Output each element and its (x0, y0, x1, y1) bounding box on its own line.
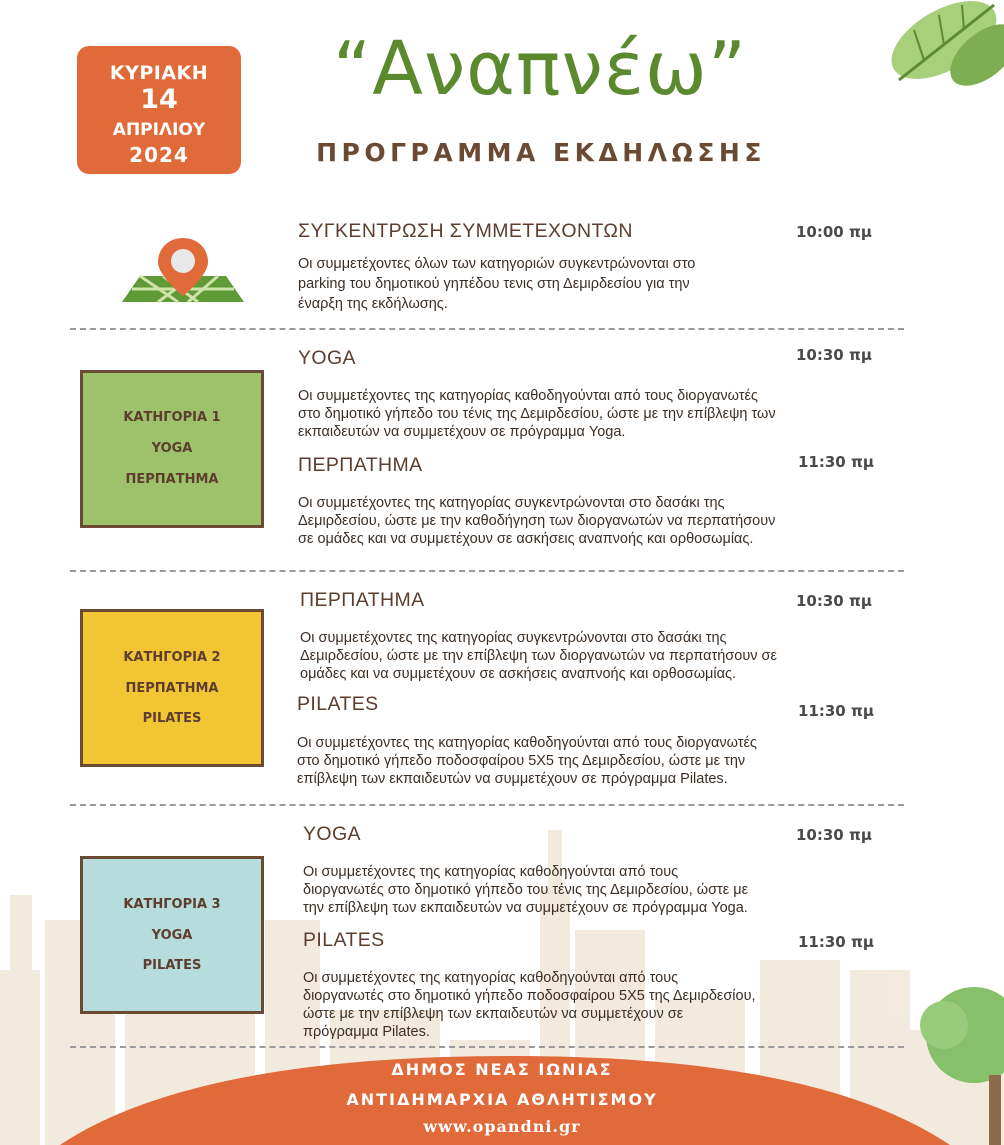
activity-desc-line: ομάδες και να συμμετέχουν σε ασκήσεις αναπνοής και ορθοσωμίας. (300, 666, 737, 682)
event-title: “Αναπνέω” (332, 26, 748, 112)
category-2-label: ΚΑΤΗΓΟΡΙΑ 2 (123, 650, 221, 665)
activity-time: 11:30 πμ (798, 702, 874, 720)
activity-desc-line: πρόγραμμα Pilates. (303, 1024, 430, 1040)
activity-desc-line: Δεμιρδεσίου, ώστε με την επίβλεψη των διοργανωτών να περπατήσουν σε (300, 648, 777, 664)
activity-desc-line: Οι συμμετέχοντες της κατηγορίας καθοδηγούνται από τους (303, 864, 679, 880)
activity-title: PILATES (297, 693, 379, 715)
category-1-label: ΚΑΤΗΓΟΡΙΑ 1 (123, 410, 221, 425)
gathering-desc-line: Οι συμμετέχοντες όλων των κατηγοριών συγκεντρώνονται στο (298, 256, 696, 272)
activity-desc-line: διοργανωτές στο δημοτικό γήπεδο ποδοσφαίρου 5Χ5 της Δεμιρδεσίου, (303, 988, 756, 1004)
activity-time: 11:30 πμ (798, 453, 874, 471)
date-badge (77, 46, 241, 174)
activity-desc-line: Οι συμμετέχοντες της κατηγορίας συγκεντρώνονται στο δασάκι της (298, 495, 725, 511)
date-day-name: ΚΥΡΙΑΚΗ (109, 62, 209, 84)
footer-website-link[interactable]: www.opandni.gr (423, 1117, 581, 1136)
activity-desc-line: στο δημοτικό γήπεδο ποδοσφαίρου 5Χ5 της Δεμιρδεσίου, ώστε με την (297, 753, 746, 769)
activity-title: ΠΕΡΠΑΤΗΜΑ (300, 589, 425, 611)
section-divider (70, 570, 904, 572)
category-2-box (80, 609, 264, 767)
category-3-activity: YOGA (151, 928, 193, 943)
activity-desc-line: επίβλεψη των εκπαιδευτών να συμμετέχουν σε πρόγραμμα Pilates. (297, 771, 728, 787)
leaf-decoration-icon (844, 0, 1004, 95)
activity-desc-line: Οι συμμετέχοντες της κατηγορίας συγκεντρώνονται στο δασάκι της (300, 630, 727, 646)
activity-desc-line: Οι συμμετέχοντες της κατηγορίας καθοδηγούνται από τους διοργανωτές (298, 388, 758, 404)
activity-desc-line: Οι συμμετέχοντες της κατηγορίας καθοδηγούνται από τους (303, 970, 679, 986)
gathering-desc-line: έναρξη της εκδήλωσης. (298, 296, 448, 312)
activity-desc-line: Οι συμμετέχοντες της κατηγορίας καθοδηγούνται από τους διοργανωτές (297, 735, 757, 751)
gathering-desc-line: parking του δημοτικού γηπέδου τενις στη Δεμιρδεσίου για την (298, 276, 690, 292)
category-1-box (80, 370, 264, 528)
program-subtitle: ΠΡΟΓΡΑΜΜΑ ΕΚΔΗΛΩΣΗΣ (316, 138, 766, 167)
category-3-label: ΚΑΤΗΓΟΡΙΑ 3 (123, 897, 221, 912)
section-divider (70, 328, 904, 330)
activity-desc-line: ώστε με την επίβλεψη των εκπαιδευτών να συμμετέχουν σε (303, 1006, 684, 1022)
activity-time: 10:30 πμ (796, 826, 872, 844)
activity-time: 11:30 πμ (798, 933, 874, 951)
category-2-activity: PILATES (142, 711, 202, 726)
footer-municipality: ΔΗΜΟΣ ΝΕΑΣ ΙΩΝΙΑΣ (391, 1060, 613, 1079)
category-1-activity: ΠΕΡΠΑΤΗΜΑ (125, 472, 219, 487)
date-month: ΑΠΡΙΛΙΟΥ (112, 120, 206, 140)
section-divider (70, 804, 904, 806)
category-2-activity: ΠΕΡΠΑΤΗΜΑ (125, 681, 219, 696)
activity-title: ΠΕΡΠΑΤΗΜΑ (298, 454, 423, 476)
category-1-activity: YOGA (151, 441, 193, 456)
activity-desc-line: σε ομάδες και να συμμετέχουν σε ασκήσεις αναπνοής και ορθοσωμίας. (298, 531, 754, 547)
map-pin-icon (118, 236, 248, 308)
activity-time: 10:30 πμ (796, 346, 872, 364)
activity-desc-line: την επίβλεψη των εκπαιδευτών να συμμετέχουν σε πρόγραμμα Yoga. (303, 900, 748, 916)
activity-desc-line: στο δημοτικό γήπεδο του τένις της Δεμιρδεσίου, ώστε με την επίβλεψη των (298, 406, 776, 422)
activity-title: YOGA (298, 347, 356, 369)
activity-time: 10:30 πμ (796, 592, 872, 610)
footer-department: ΑΝΤΙΔΗΜΑΡΧΙΑ ΑΘΛΗΤΙΣΜΟΥ (346, 1090, 658, 1109)
activity-desc-line: εκπαιδευτών να συμμετέχουν σε πρόγραμμα Yoga. (298, 424, 626, 440)
date-day: 14 (140, 84, 178, 115)
gathering-title: ΣΥΓΚΕΝΤΡΩΣΗ ΣΥΜΜΕΤΕΧΟΝΤΩΝ (298, 220, 633, 242)
activity-desc-line: διοργανωτές στο δημοτικό γήπεδο του τένις της Δεμιρδεσίου, ώστε με (303, 882, 749, 898)
activity-desc-line: Δεμιρδεσίου, ώστε με την καθοδήγηση των διοργανωτών να περπατήσουν (298, 513, 776, 529)
gathering-time: 10:00 πμ (796, 223, 872, 241)
category-3-box (80, 856, 264, 1014)
category-3-activity: PILATES (142, 958, 202, 973)
activity-title: PILATES (303, 929, 385, 951)
activity-title: YOGA (303, 823, 361, 845)
date-year: 2024 (129, 143, 189, 167)
